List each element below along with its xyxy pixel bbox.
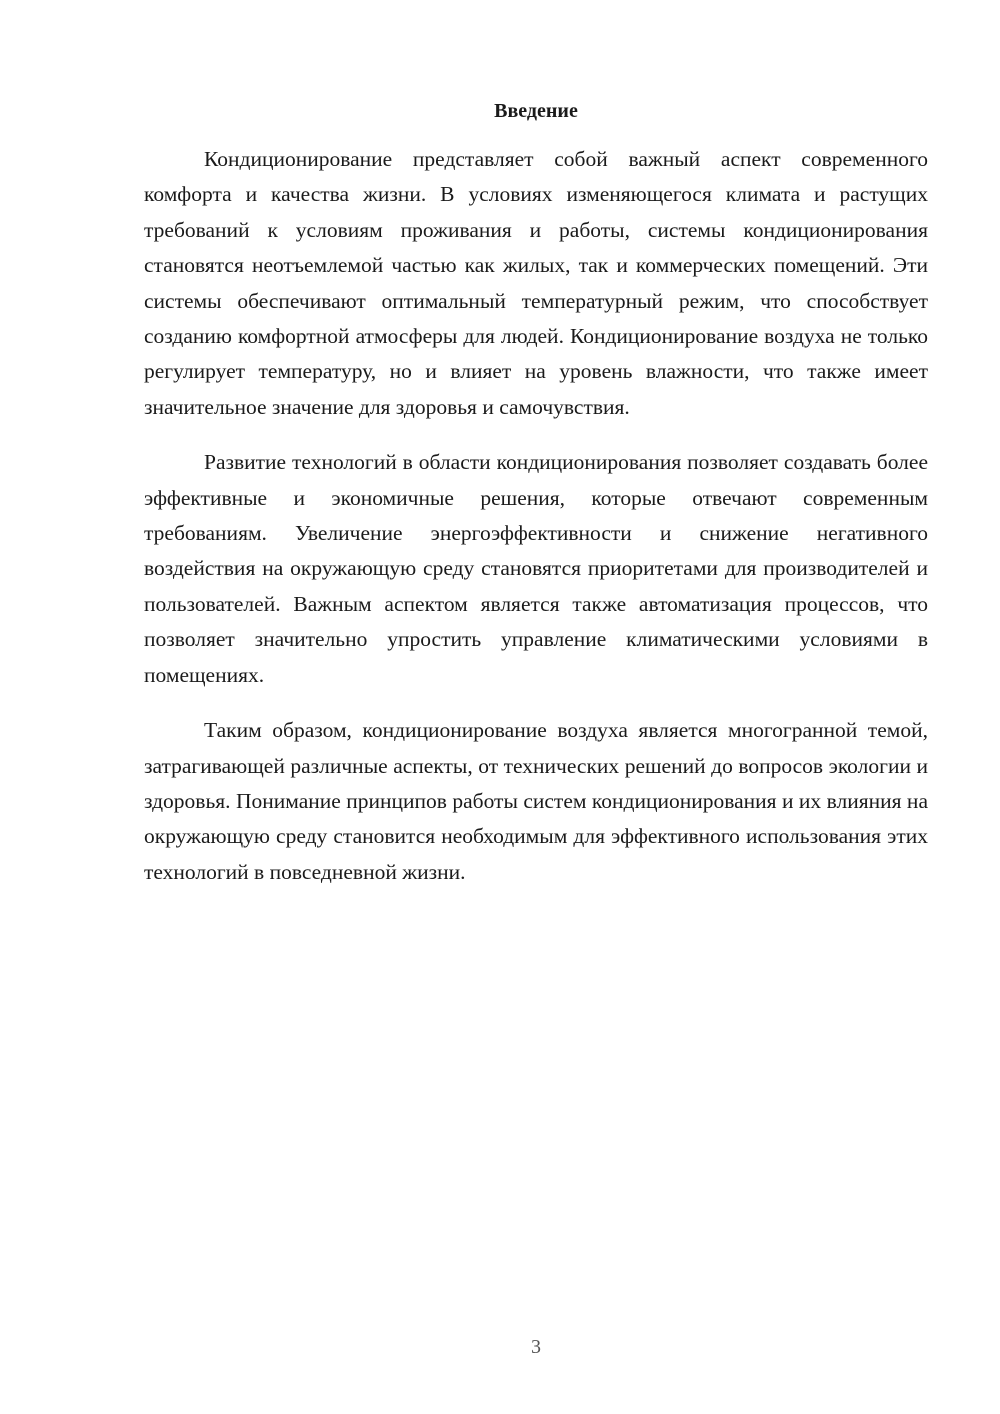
paragraph-3: Таким образом, кондиционирование воздуха является многогранной темой, затрагивающей различные аспекты, от технических решений до вопросов экологии и здоровья. Понимание принципов работы систем кондиционирования и их влияния на окружающую среду становится необходимым для эффективного использования этих технологий в повседневной жизни. [144,718,928,884]
document-body [144,142,928,910]
section-title: Введение [494,100,578,122]
paragraph-2: Развитие технологий в области кондиционирования позволяет создавать более эффективные и экономичные решения, которые отвечают современным требованиям. Увеличение энергоэффективности и снижение негативного воздействия на окружающую среду становятся приоритетами для производителей и пользователей. Важным аспектом является также автоматизация процессов, что позволяет значительно упростить управление климатическими условиями в помещениях. [144,450,928,687]
paragraph-1: Кондиционирование представляет собой важный аспект современного комфорта и качества жизни. В условиях изменяющегося климата и растущих требований к условиям проживания и работы, системы кондиционирования становятся неотъемлемой частью как жилых, так и коммерческих помещений. Эти системы обеспечивают оптимальный температурный режим, что способствует созданию комфортной атмосферы для людей. Кондиционирование воздуха не только регулирует температуру, но и влияет на уровень влажности, что также имеет значительное значение для здоровья и самочувствия. [144,147,928,419]
page-number: 3 [531,1336,541,1358]
